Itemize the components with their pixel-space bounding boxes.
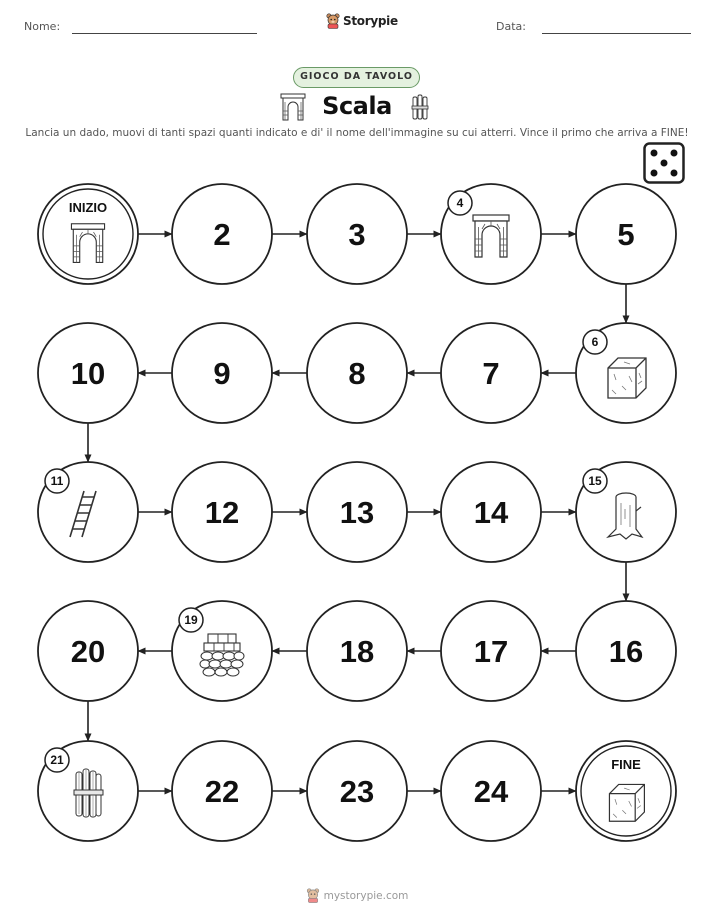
board-space-23[interactable] <box>307 741 407 841</box>
board-space-16[interactable] <box>576 601 676 701</box>
space-number: 20 <box>70 634 106 669</box>
space-number: 10 <box>70 356 106 391</box>
bear-mascot-icon <box>306 888 320 903</box>
space-number: 6 <box>591 335 599 350</box>
board-space-19[interactable] <box>172 601 272 701</box>
instructions-text: Lancia un dado, muovi di tanti spazi quanti indicato e di' il nome dell'immagine su cui atterri. Vince il primo che arriva a FINE! <box>25 127 689 139</box>
space-number: 13 <box>339 495 375 530</box>
date-label: Data: <box>496 20 526 33</box>
board-space-3[interactable] <box>307 184 407 284</box>
board-space-18[interactable] <box>307 601 407 701</box>
space-number: 14 <box>473 495 509 530</box>
space-number: 12 <box>204 495 240 530</box>
board-space-10[interactable] <box>38 323 138 423</box>
stone-block-icon <box>608 358 646 398</box>
brand-name: Storypie <box>343 14 398 28</box>
board-space-9[interactable] <box>172 323 272 423</box>
game-type-badge: GIOCO DA TAVOLO <box>293 67 420 88</box>
space-number: 11 <box>50 474 64 489</box>
board-space-7[interactable] <box>441 323 541 423</box>
board-space-5[interactable] <box>576 184 676 284</box>
space-number: 8 <box>348 356 366 391</box>
board-space-2[interactable] <box>172 184 272 284</box>
board-space-8[interactable] <box>307 323 407 423</box>
space-label: INIZIO <box>68 200 108 215</box>
board-space-24[interactable] <box>441 741 541 841</box>
board-space-14[interactable] <box>441 462 541 562</box>
stone-block-icon <box>609 784 644 821</box>
space-number: 3 <box>348 217 366 252</box>
board-space-17[interactable] <box>441 601 541 701</box>
space-number: 4 <box>456 196 464 211</box>
start-space[interactable] <box>38 184 138 284</box>
page-title: Scala <box>322 92 392 120</box>
board-space-22[interactable] <box>172 741 272 841</box>
board-space-6[interactable] <box>576 323 676 423</box>
space-number: 21 <box>50 753 64 768</box>
space-number: 15 <box>588 474 602 489</box>
space-number: 2 <box>213 217 231 252</box>
space-number: 17 <box>473 634 509 669</box>
board-space-15[interactable] <box>576 462 676 562</box>
space-number: 16 <box>608 634 644 669</box>
space-number: 24 <box>473 774 509 809</box>
space-number: 9 <box>213 356 231 391</box>
space-label: FINE <box>611 757 641 772</box>
finish-space[interactable] <box>576 741 676 841</box>
space-number: 5 <box>617 217 635 252</box>
space-number: 22 <box>204 774 240 809</box>
board-space-20[interactable] <box>38 601 138 701</box>
space-number: 7 <box>482 356 500 391</box>
board-space-21[interactable] <box>38 741 138 841</box>
board-space-13[interactable] <box>307 462 407 562</box>
space-number: 18 <box>339 634 375 669</box>
board-space-12[interactable] <box>172 462 272 562</box>
space-number: 23 <box>339 774 375 809</box>
wood-bundle-icon <box>74 769 103 817</box>
space-number: 19 <box>184 613 198 628</box>
footer <box>0 888 714 903</box>
board-space-4[interactable] <box>441 184 541 284</box>
name-label: Nome: <box>24 20 61 33</box>
footer-url: mystorypie.com <box>323 889 409 902</box>
board-space-11[interactable] <box>38 462 138 562</box>
